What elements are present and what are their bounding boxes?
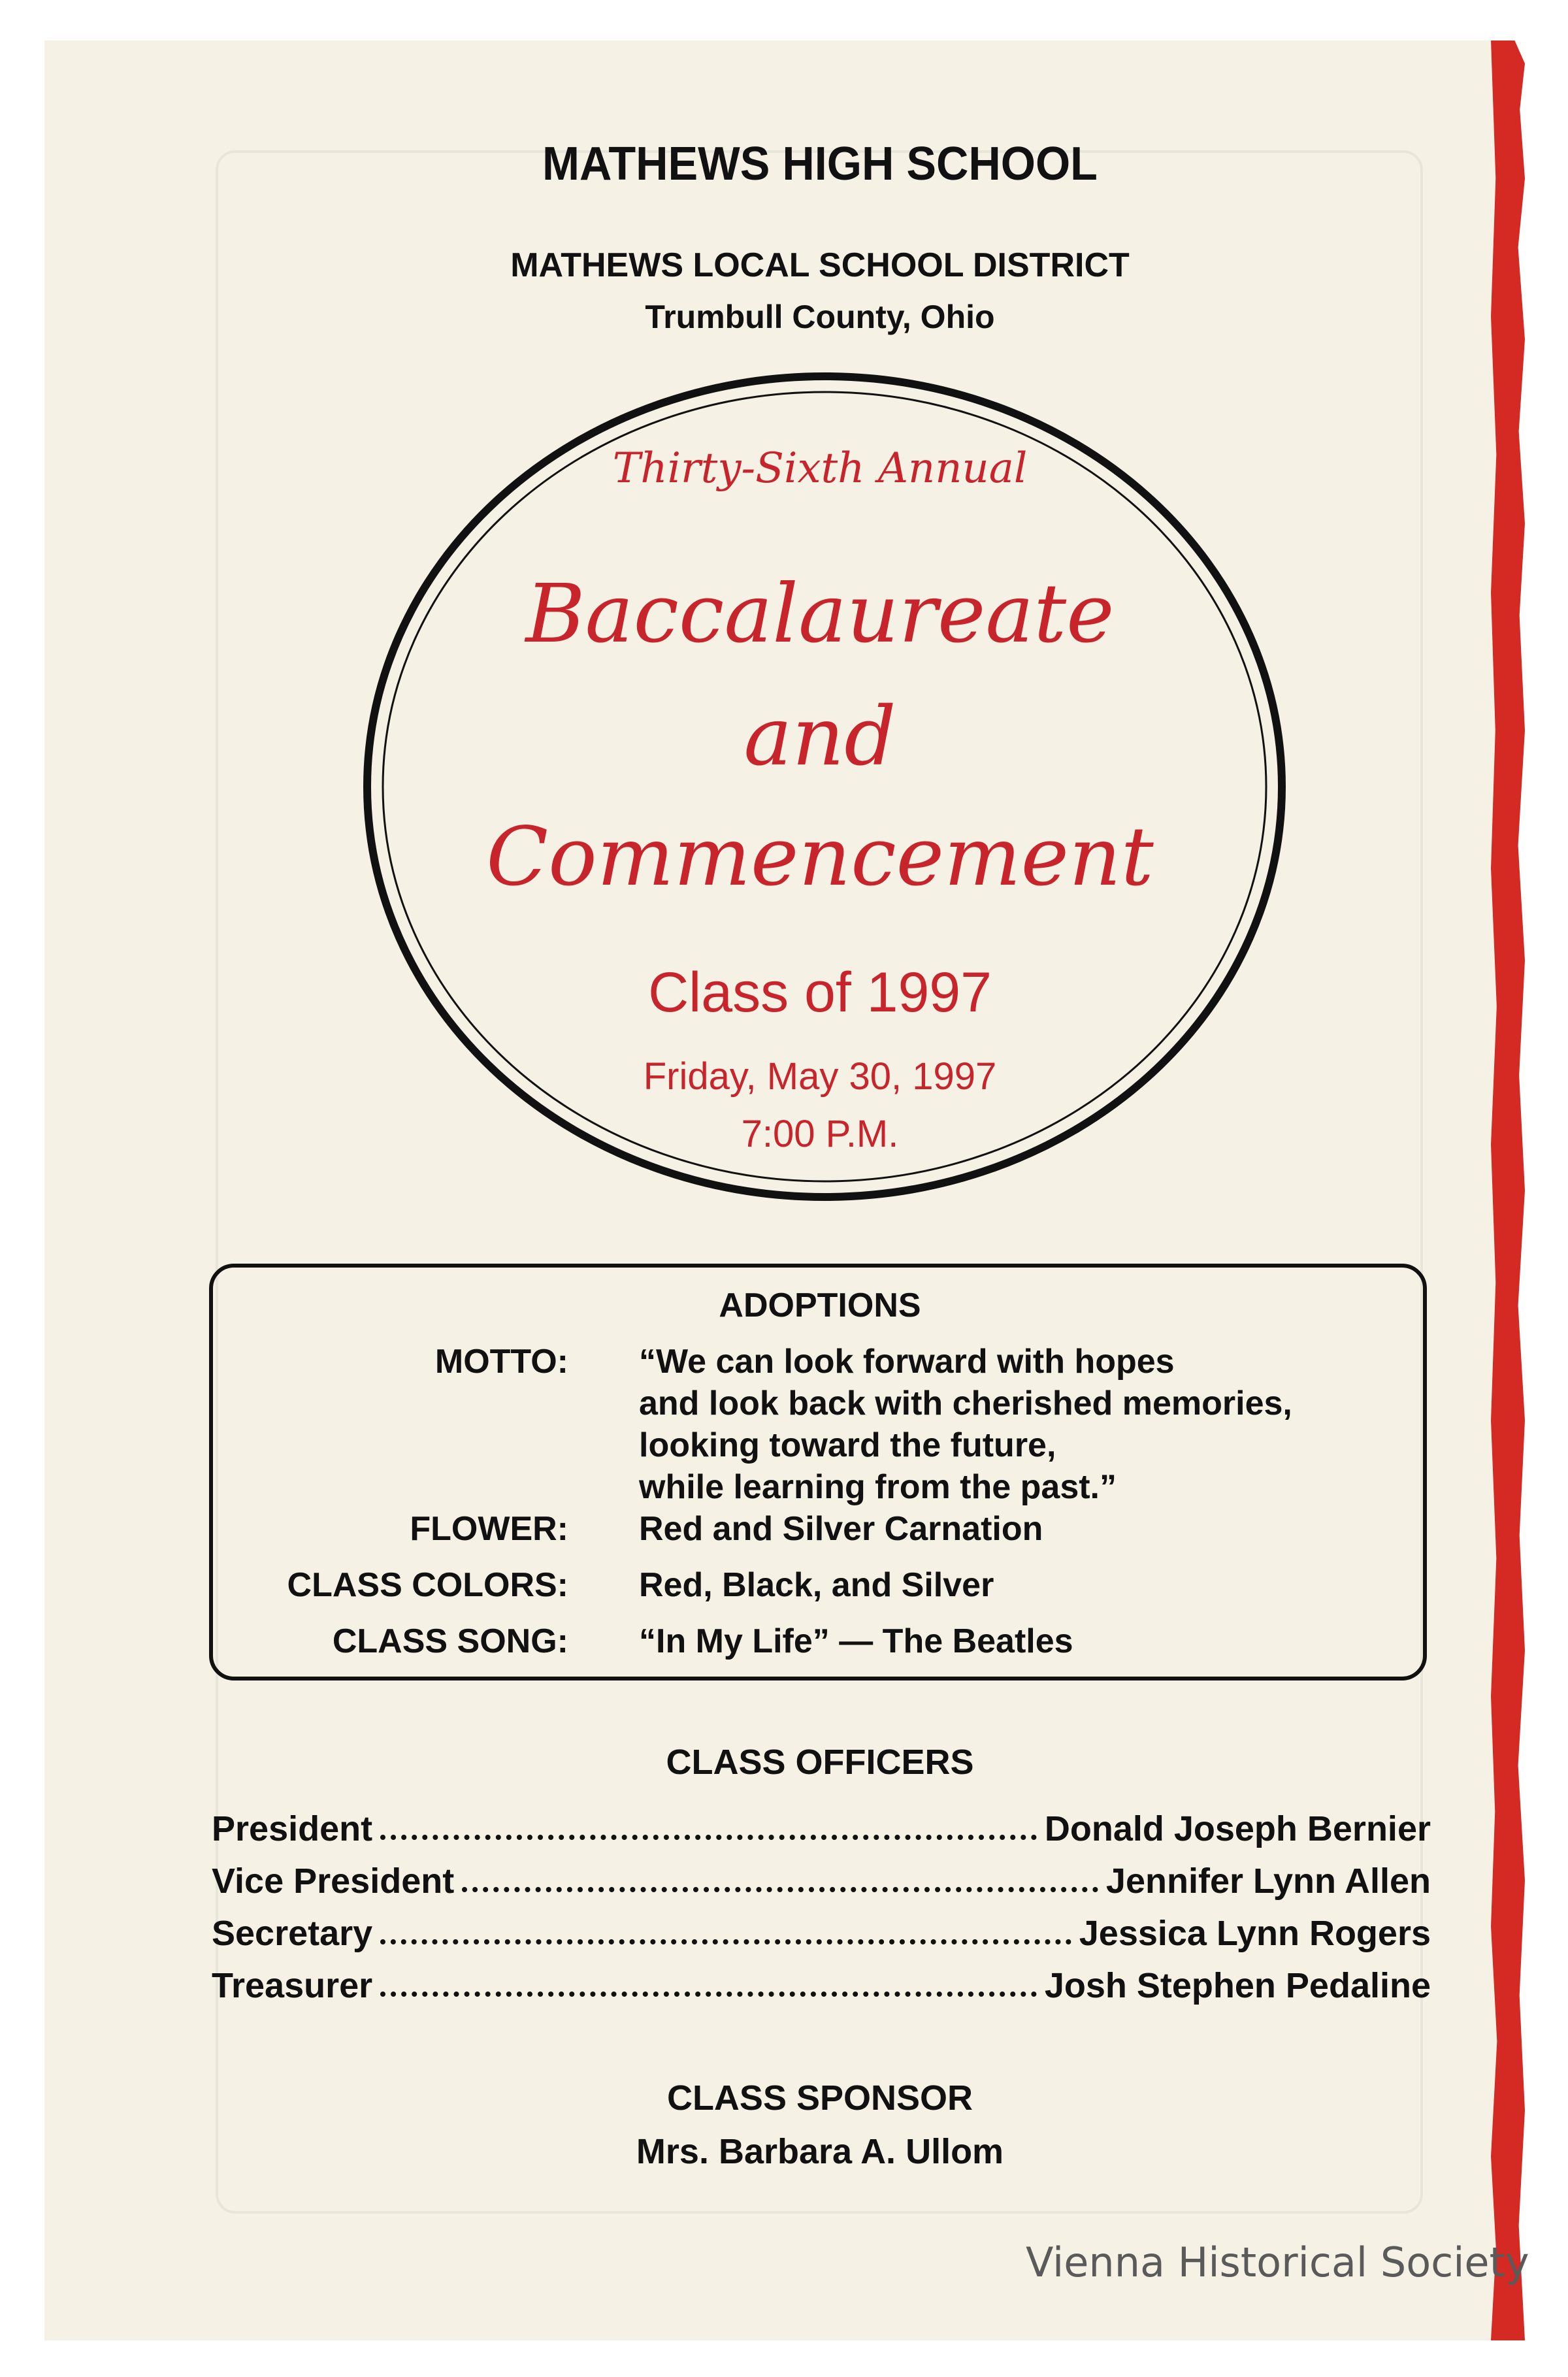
officer-row-secretary [212, 1910, 1431, 1954]
class-song-value: “In My Life” — The Beatles [639, 1622, 1073, 1660]
flower-value: Red and Silver Carnation [639, 1510, 1043, 1548]
dot-leader [380, 1835, 1037, 1840]
school-name: MATHEWS HIGH SCHOOL [542, 138, 1098, 190]
motto-line: “We can look forward with hopes [639, 1343, 1175, 1381]
ceremony-time: 7:00 P.M. [741, 1113, 899, 1155]
flower-label: FLOWER: [410, 1510, 568, 1548]
officer-row-treasurer [212, 1963, 1431, 2006]
watermark-text: Vienna Historical Society [1026, 2238, 1529, 2286]
motto-line: looking toward the future, [639, 1426, 1056, 1464]
motto-line: while learning from the past.” [639, 1468, 1117, 1506]
officer-row-vice-president [212, 1858, 1431, 1901]
annual-caption: Thirty-Sixth Annual [612, 444, 1028, 493]
class-officers-title: CLASS OFFICERS [666, 1743, 974, 1782]
officer-name: Jessica Lynn Rogers [1079, 1914, 1431, 1953]
officer-role: President [212, 1809, 373, 1848]
motto-label: MOTTO: [434, 1343, 568, 1381]
officer-role: Secretary [212, 1914, 373, 1953]
officer-name: Josh Stephen Pedaline [1044, 1966, 1431, 2005]
torn-red-edge [1491, 41, 1525, 2340]
county: Trumbull County, Ohio [645, 299, 995, 335]
dot-leader [380, 1939, 1071, 1944]
officer-name: Donald Joseph Bernier [1044, 1809, 1431, 1848]
class-colors-value: Red, Black, and Silver [639, 1566, 994, 1604]
class-colors-label: CLASS COLORS: [287, 1566, 568, 1604]
officer-name: Jennifer Lynn Allen [1105, 1861, 1431, 1901]
title-commencement: Commencement [486, 810, 1154, 904]
ceremony-date: Friday, May 30, 1997 [643, 1055, 997, 1098]
officer-role: Vice President [212, 1861, 455, 1901]
dot-leader [380, 1992, 1037, 1997]
school-district: MATHEWS LOCAL SCHOOL DISTRICT [510, 246, 1130, 284]
officer-row-president [212, 1806, 1431, 1849]
class-year: Class of 1997 [648, 961, 992, 1024]
title-baccalaureate: Baccalaureate [525, 567, 1115, 661]
title-and: and [743, 690, 896, 784]
adoptions-title: ADOPTIONS [719, 1287, 921, 1324]
class-sponsor-name: Mrs. Barbara A. Ullom [636, 2132, 1004, 2171]
class-sponsor-title: CLASS SPONSOR [666, 2078, 973, 2118]
class-song-label: CLASS SONG: [332, 1622, 568, 1660]
motto-line: and look back with cherished memories, [639, 1385, 1292, 1422]
officer-role: Treasurer [212, 1966, 373, 2005]
dot-leader [462, 1887, 1098, 1892]
